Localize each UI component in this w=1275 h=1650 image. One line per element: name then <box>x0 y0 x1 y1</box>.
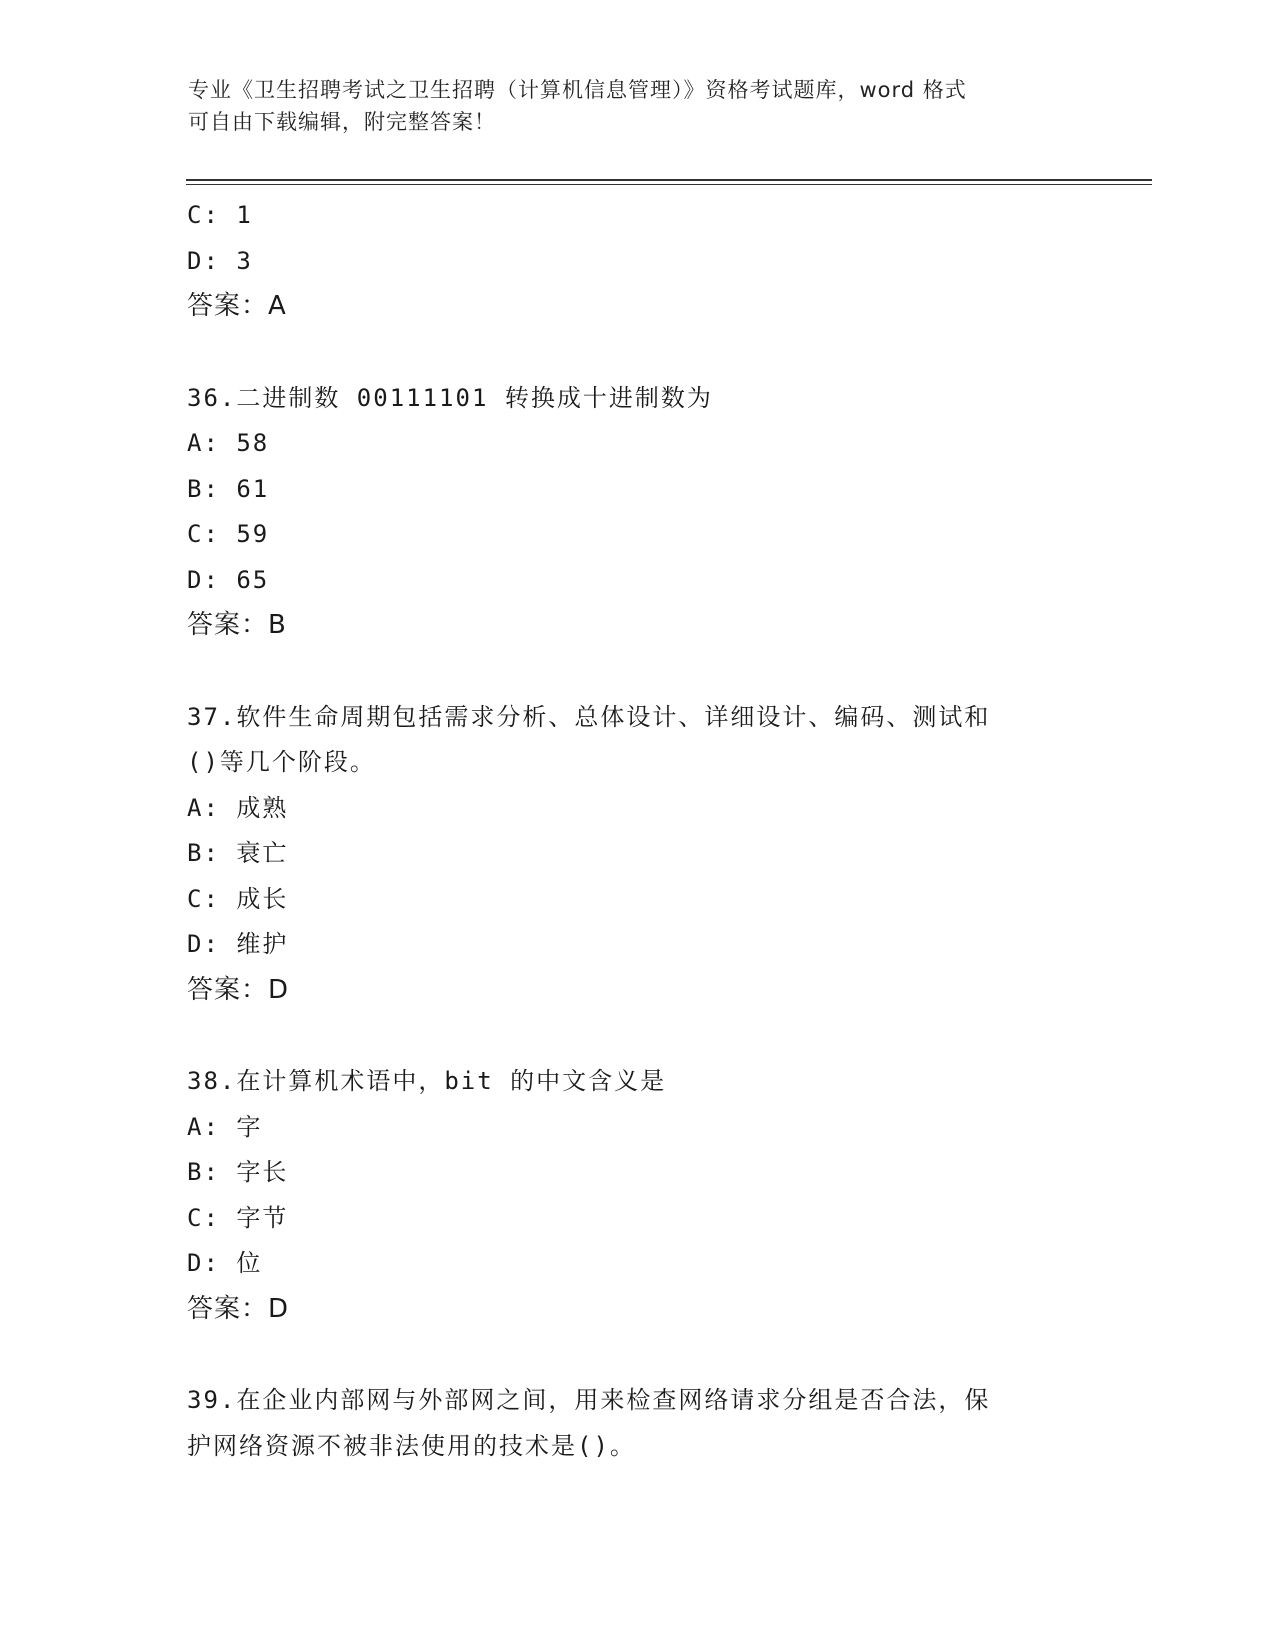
option-c: C: 59 <box>187 520 270 548</box>
option-d: D: 65 <box>187 565 270 594</box>
document-header <box>188 74 1088 138</box>
option-a: A: 58 <box>187 429 270 457</box>
answer-line: 答案：D <box>187 974 290 1005</box>
question-stem-line-1: 37.软件生命周期包括需求分析、总体设计、详细设计、编码、测试和 <box>187 702 991 731</box>
question-stem: 36.二进制数 00111101 转换成十进制数为 <box>187 383 713 412</box>
answer-line: 答案：D <box>187 1293 290 1324</box>
question-38 <box>187 1059 1087 1332</box>
answer-line: 答案：B <box>187 610 287 640</box>
question-stem-line-2: ()等几个阶段。 <box>187 748 376 776</box>
option-d: D: 维护 <box>187 930 289 958</box>
question-37 <box>187 695 1087 1014</box>
option-b: B: 字长 <box>187 1158 289 1186</box>
header-line-1: 专业《卫生招聘考试之卫生招聘（计算机信息管理）》资格考试题库，word 格式 <box>188 78 967 102</box>
answer-line: 答案：A <box>187 291 287 321</box>
option-b: B: 衰亡 <box>187 839 289 867</box>
question-39 <box>187 1378 1087 1469</box>
question-stem-line-2: 护网络资源不被非法使用的技术是()。 <box>187 1431 636 1460</box>
header-line-2: 可自由下载编辑，附完整答案！ <box>188 110 496 134</box>
option-a: A: 字 <box>187 1112 263 1141</box>
option-b: B: 61 <box>187 474 270 503</box>
question-list <box>187 193 1087 1469</box>
option-d: D: 位 <box>187 1249 263 1277</box>
header-divider-thin <box>186 184 1152 185</box>
question-stem-line-1: 39.在企业内部网与外部网之间，用来检查网络请求分组是否合法，保 <box>187 1386 991 1414</box>
question-36 <box>187 376 1087 649</box>
option-c: C: 成长 <box>187 884 289 913</box>
question-stem: 38.在计算机术语中，bit 的中文含义是 <box>187 1067 667 1095</box>
option-d: D: 3 <box>187 246 253 275</box>
option-c: C: 字节 <box>187 1203 289 1232</box>
option-c: C: 1 <box>187 201 253 229</box>
question-35 <box>187 193 1087 330</box>
header-divider-thick <box>186 179 1152 181</box>
option-a: A: 成熟 <box>187 793 289 822</box>
